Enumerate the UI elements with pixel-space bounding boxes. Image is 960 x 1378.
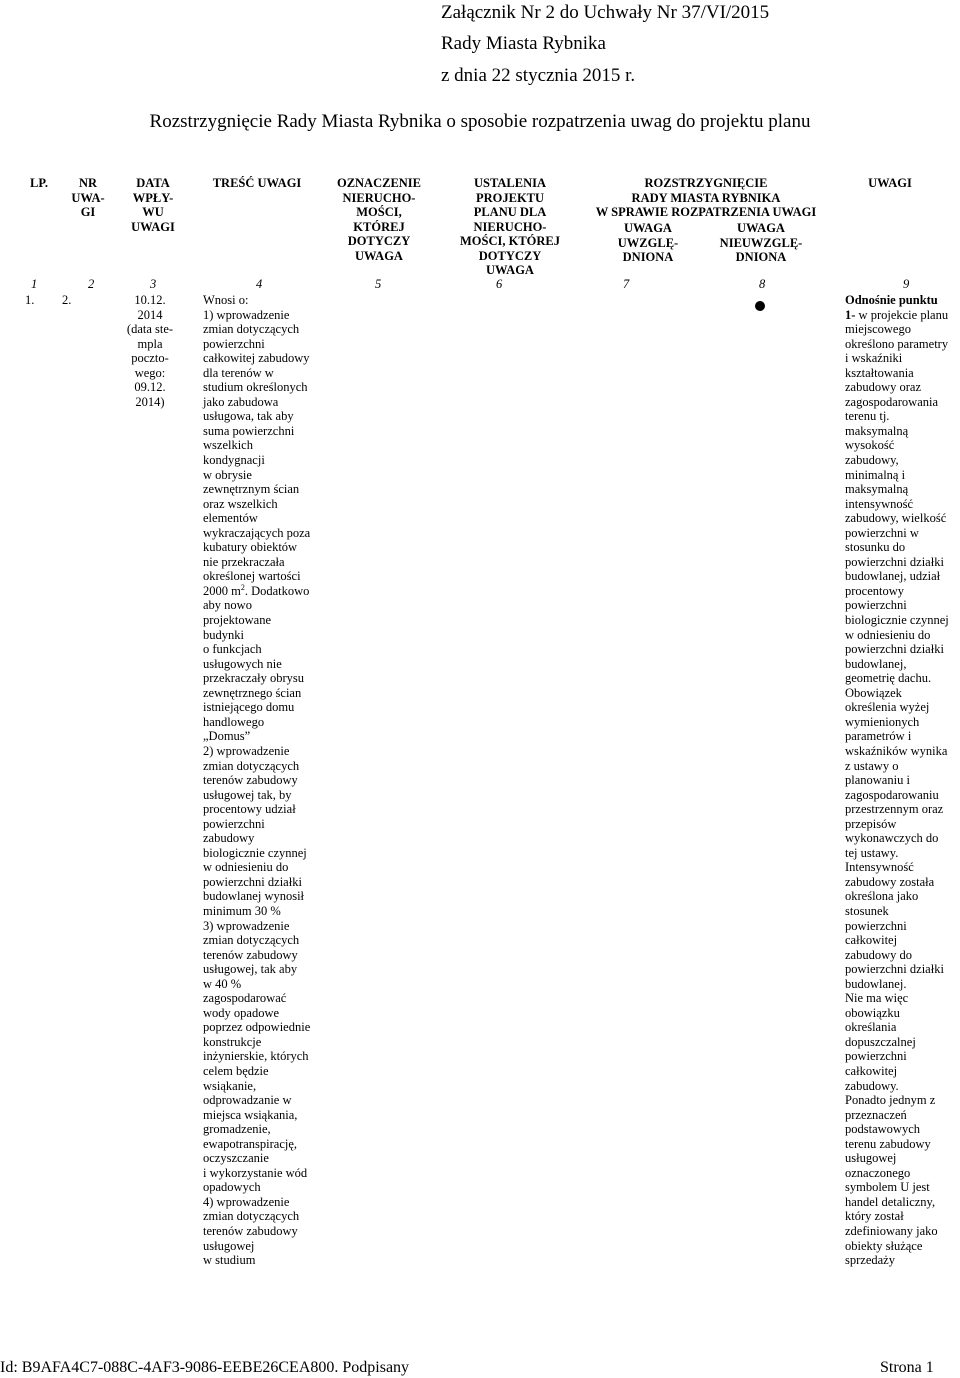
attachment-line: Załącznik Nr 2 do Uchwały Nr 37/VI/2015 xyxy=(441,2,770,23)
footer-id: Id: B9AFA4C7-088C-4AF3-9086-EEBE26CEA800. Podpisany xyxy=(0,1359,410,1376)
column-number: 8 xyxy=(759,277,766,291)
date-line: z dnia 22 stycznia 2015 r. xyxy=(441,65,636,86)
column-number: 9 xyxy=(903,277,910,291)
superscript-2: 2 xyxy=(240,582,245,592)
bullet-dot-icon xyxy=(755,301,765,311)
cell-nr: 2. xyxy=(62,293,72,307)
header-remarks: UWAGI xyxy=(868,176,912,190)
remarks-heading: Odnośnie punktu 1- xyxy=(845,293,938,322)
page-number: Strona 1 xyxy=(880,1359,934,1376)
content-text-part1: Wnosi o: 1) wprowadzenie zmian dotyczących powierzchni całkowitej zabudowy dla terenów w studium określonych jako zabudowa usługowa, tak aby suma powierzchni wszelkich kondygnacji w obrysie zewnętrznym ścian oraz wszelkich elementów wykraczających poza kubatury obiektów nie przekraczała określonej wartości 2000 m xyxy=(203,293,311,598)
council-line: Rady Miasta Rybnika xyxy=(441,33,606,54)
cell-content xyxy=(203,293,333,1268)
header-lp: LP. xyxy=(30,176,48,190)
column-number: 5 xyxy=(375,277,382,291)
column-number: 1 xyxy=(31,277,38,291)
content-text-part2: . Dodatkowo aby nowo projektowane budynki o funkcjach usługowych nie przekraczały obrysu zewnętrznego ścian istniejącego domu handlowego „Domus” 2) wprowadzenie zmian dotyczących terenów zabudowy usługowej tak, by procentowy udział powierzchni zabudowy biologicznie czynnej w odniesieniu do powierzchni działki budowlanej wynosił minimum 30 % 3) wprowadzenie zmian dotyczących terenów zabudowy usługowej, tak aby w 40 % zagospodarować wody opadowe poprzez odpowiednie konstrukcje inżynierskie, których celem będzie wsiąkanie, odprowadzanie w miejsca wsiąkania, gromadzenie, ewapotranspirację, oczyszczanie i wykorzystanie wód opadowych 4) wprowadzenie zmian dotyczących terenów zabudowy usługowej w studium xyxy=(203,583,311,1268)
column-number: 3 xyxy=(150,277,157,291)
column-number: 2 xyxy=(88,277,95,291)
header-date: DATA WPŁY- WU UWAGI xyxy=(131,176,175,234)
cell-lp: 1. xyxy=(25,293,35,307)
header-content: TREŚĆ UWAGI xyxy=(212,176,302,190)
header-rejected: UWAGA NIEUWZGLĘ- DNIONA xyxy=(719,221,803,265)
header-accepted: UWAGA UWZGLĘ- DNIONA xyxy=(617,221,679,265)
column-number: 6 xyxy=(496,277,503,291)
header-property: OZNACZENIE NIERUCHO- MOŚCI, KTÓREJ DOTYCZY UWAGA xyxy=(336,176,422,263)
header-plan-provisions: USTALENIA PROJEKTU PLANU DLA NIERUCHO- MOŚCI, KTÓREJ DOTYCZY UWAGA xyxy=(459,176,560,278)
remarks-text: w projekcie planu miejscowego określono parametry i wskaźniki kształtowania zabudowy oraz zagospodarowania terenu tj. maksymalną wysokość zabudowy, minimalną i maksymalną intensywność zabudowy, wielkość powierzchni w stosunku do powierzchni działki budowlanej, udział procentowy powierzchni biologicznie czynnej w odniesieniu do powierzchni działki budowlanej, geometrię dachu. Obowiązek określenia wyżej wymienionych parametrów i wskaźników wynika z ustawy o planowaniu i zagospodarowaniu przestrzennym oraz przepisów wykonawczych do tej ustawy. Intensywność zabudowy została określona jako stosunek powierzchni całkowitej zabudowy do powierzchni działki budowlanej. Nie ma więc obowiązku określania dopuszczalnej powierzchni całkowitej zabudowy. Ponadto jednym z przeznaczeń podstawowych terenu zabudowy usługowej oznaczonego symbolem U jest handel detaliczny, który został zdefiniowany jako obiekty służące sprzedaży xyxy=(845,307,949,1268)
column-number: 7 xyxy=(623,277,630,291)
header-decision: ROZSTRZYGNIĘCIE RADY MIASTA RYBNIKA W SPRAWIE ROZPATRZENIA UWAGI xyxy=(595,176,817,220)
document-title: Rozstrzygnięcie Rady Miasta Rybnika o sposobie rozpatrzenia uwag do projektu planu xyxy=(149,111,811,132)
cell-remarks xyxy=(845,293,957,1268)
header-nr: NR UWA- GI xyxy=(71,176,105,220)
column-number: 4 xyxy=(256,277,263,291)
cell-date: 10.12. 2014 (data ste- mpla poczto- wego: 09.12. 2014) xyxy=(126,293,174,409)
